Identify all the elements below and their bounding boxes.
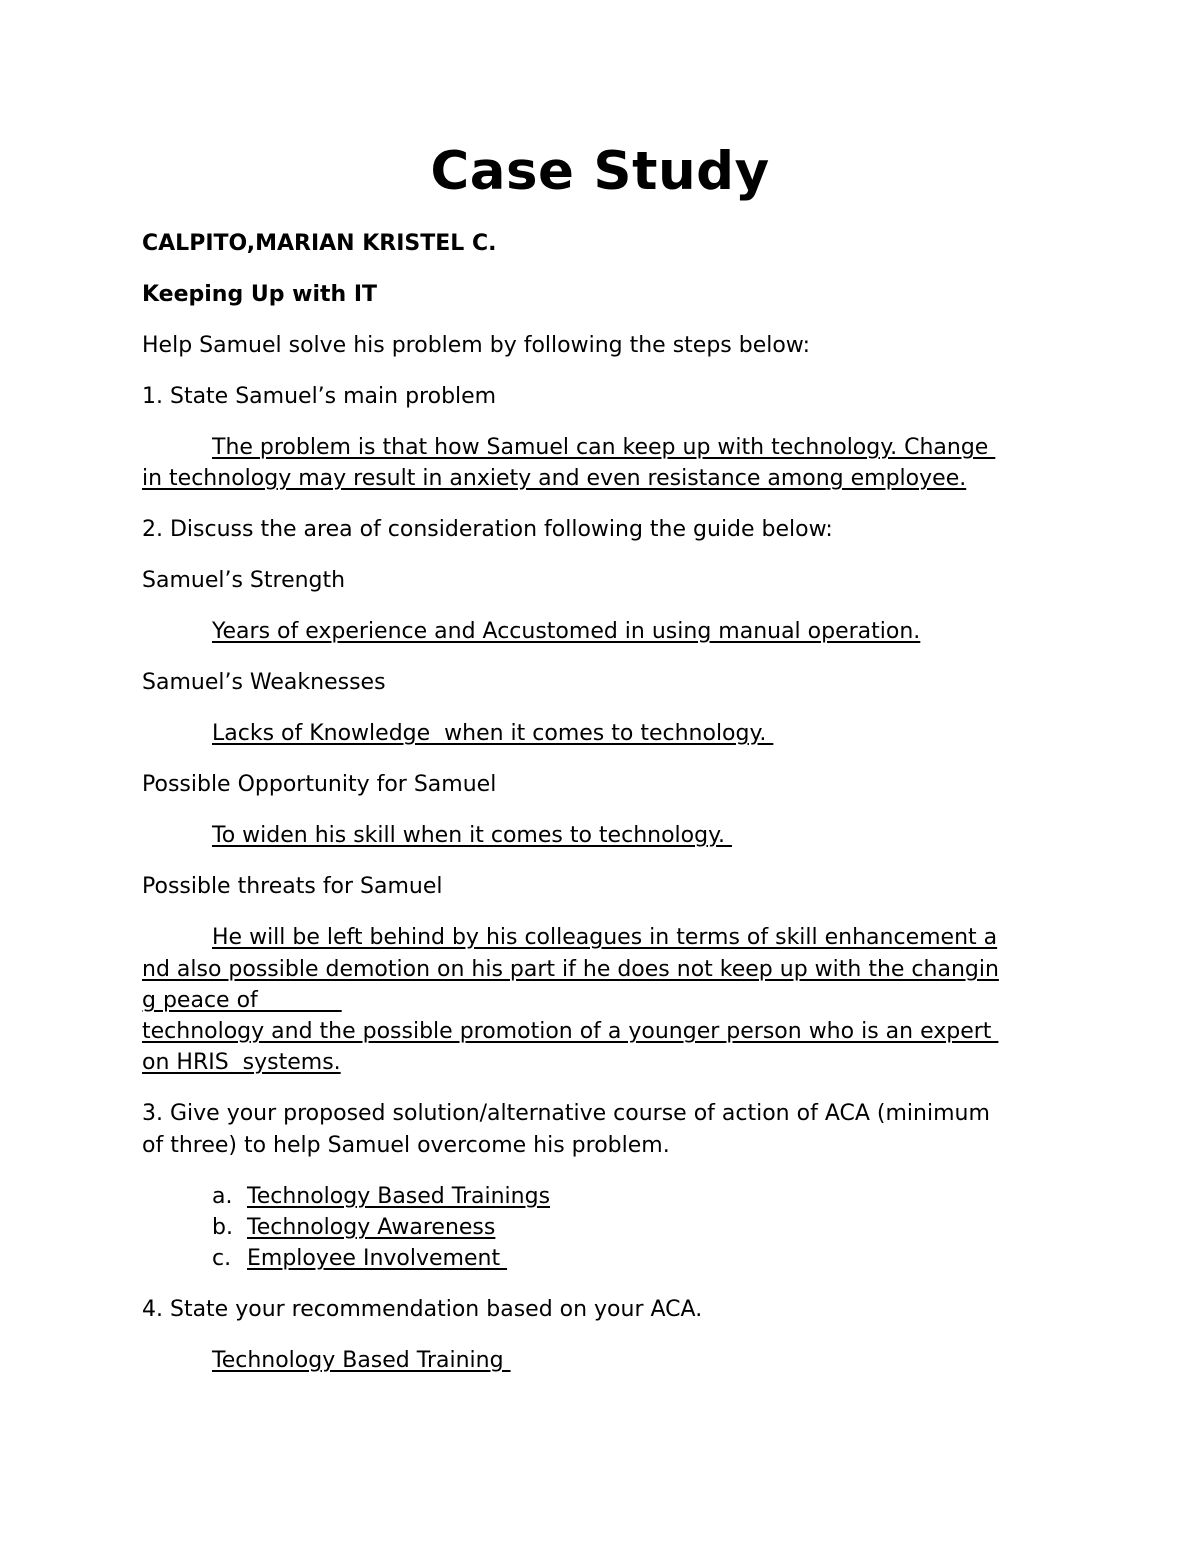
question-3-line-2: of three) to help Samuel overcome his problem.: [142, 1133, 670, 1158]
document-title: Case Study: [430, 141, 770, 202]
opportunity-label: Possible Opportunity for Samuel: [142, 772, 497, 797]
aca-option-a-marker: a.: [212, 1184, 233, 1209]
threats-answer-line-3: g peace of: [142, 988, 342, 1013]
threats-answer-line-2: nd also possible demotion on his part if he does not keep up with the changin: [142, 957, 999, 982]
answer-1-line-2: in technology may result in anxiety and even resistance among employee.: [142, 466, 967, 491]
threats-label: Possible threats for Samuel: [142, 874, 443, 899]
intro-text: Help Samuel solve his problem by following the steps below:: [142, 333, 811, 358]
question-3-line-1: 3. Give your proposed solution/alternative course of action of ACA (minimum: [142, 1101, 990, 1126]
strength-answer: Years of experience and Accustomed in using manual operation.: [212, 619, 921, 644]
aca-option-b-marker: b.: [212, 1215, 233, 1240]
threats-answer-line-5: on HRIS systems.: [142, 1050, 341, 1075]
question-2: 2. Discuss the area of consideration following the guide below:: [142, 517, 833, 542]
aca-option-c-marker: c.: [212, 1246, 232, 1271]
threats-answer-line-1: He will be left behind by his colleagues in terms of skill enhancement a: [212, 925, 998, 950]
author-name: CALPITO,MARIAN KRISTEL C.: [142, 231, 497, 256]
answer-1-line-1: The problem is that how Samuel can keep up with technology. Change: [212, 435, 996, 460]
opportunity-answer: To widen his skill when it comes to technology.: [212, 823, 732, 848]
aca-option-a: Technology Based Trainings: [247, 1184, 551, 1209]
aca-option-b: Technology Awareness: [247, 1215, 496, 1240]
threats-answer-line-4: technology and the possible promotion of a younger person who is an expert: [142, 1019, 999, 1044]
question-4: 4. State your recommendation based on your ACA.: [142, 1297, 703, 1322]
answer-4: Technology Based Training: [212, 1348, 511, 1373]
question-1: 1. State Samuel’s main problem: [142, 384, 497, 409]
strength-label: Samuel’s Strength: [142, 568, 346, 593]
aca-option-c: Employee Involvement: [247, 1246, 508, 1271]
case-title: Keeping Up with IT: [142, 282, 378, 307]
weakness-label: Samuel’s Weaknesses: [142, 670, 386, 695]
weakness-answer: Lacks of Knowledge when it comes to technology.: [212, 721, 774, 746]
